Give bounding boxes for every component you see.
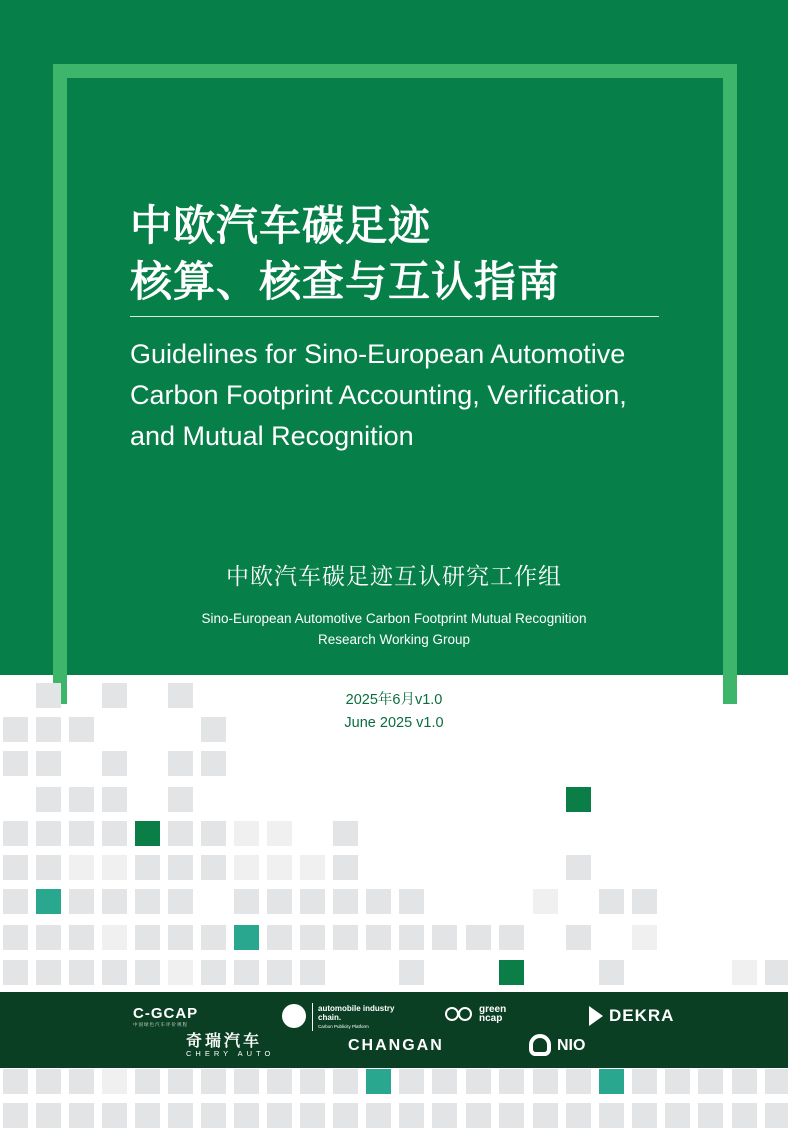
title-english-line-2: Carbon Footprint Accounting, Verification, <box>130 380 627 410</box>
grid-tile <box>36 960 61 985</box>
grid-tile <box>36 855 61 880</box>
grid-tile <box>36 1069 61 1094</box>
grid-tile <box>69 787 94 812</box>
grid-tile <box>201 1103 226 1128</box>
grid-tile <box>599 1069 624 1094</box>
grid-tile <box>201 925 226 950</box>
grid-tile <box>234 1103 259 1128</box>
grid-tile <box>3 960 28 985</box>
grid-tile <box>267 960 292 985</box>
grid-tile <box>499 960 524 985</box>
working-group-english <box>0 608 788 650</box>
grid-tile <box>69 1069 94 1094</box>
grid-tile <box>102 751 127 776</box>
grid-tile <box>69 889 94 914</box>
version-chinese: 2025年6月v1.0 <box>345 692 443 708</box>
grid-tile <box>300 925 325 950</box>
grid-tile <box>698 1103 723 1128</box>
cgcap-logo <box>133 1006 213 1028</box>
green-ncap-logo <box>445 1003 525 1031</box>
working-group-english-line-1: Sino-European Automotive Carbon Footprint Mutual Recognition <box>201 611 587 626</box>
grid-tile <box>69 855 94 880</box>
dekra-logo-name: DEKRA <box>609 1006 675 1025</box>
title-chinese <box>130 198 690 310</box>
grid-tile <box>632 889 657 914</box>
nio-logo <box>529 1034 609 1058</box>
grid-tile <box>765 1069 788 1094</box>
grid-tile <box>234 855 259 880</box>
grid-tile <box>3 925 28 950</box>
grid-tile <box>599 889 624 914</box>
grid-tile <box>135 925 160 950</box>
green-ncap-ring-icon <box>445 1007 459 1021</box>
grid-tile <box>234 821 259 846</box>
grid-tile <box>399 1069 424 1094</box>
grid-tile <box>36 751 61 776</box>
grid-tile <box>333 925 358 950</box>
title-divider <box>130 316 659 317</box>
grid-tile <box>69 1103 94 1128</box>
grid-tile <box>366 1103 391 1128</box>
grid-tile <box>599 1103 624 1128</box>
grid-tile <box>168 1069 193 1094</box>
grid-tile <box>201 960 226 985</box>
aic-logo-sub: Carbon Publicity Platform <box>318 1024 369 1029</box>
grid-tile <box>566 1069 591 1094</box>
grid-tile <box>566 787 591 812</box>
grid-tile <box>102 925 127 950</box>
grid-tile <box>333 821 358 846</box>
grid-tile <box>168 855 193 880</box>
grid-tile <box>135 960 160 985</box>
cgcap-logo-sub: 中国绿色汽车评价规程 <box>133 1022 188 1027</box>
grid-tile <box>632 1103 657 1128</box>
nio-logo-name: NIO <box>557 1037 586 1054</box>
grid-tile <box>3 889 28 914</box>
dekra-triangle-icon <box>589 1006 603 1026</box>
grid-tile <box>533 889 558 914</box>
grid-tile <box>267 855 292 880</box>
version-info <box>0 689 788 735</box>
grid-tile <box>300 1069 325 1094</box>
grid-tile <box>234 925 259 950</box>
grid-tile <box>665 1103 690 1128</box>
grid-tile <box>300 889 325 914</box>
working-group-english-line-2: Research Working Group <box>317 632 471 647</box>
grid-tile <box>499 1069 524 1094</box>
grid-tile <box>102 855 127 880</box>
grid-tile <box>69 925 94 950</box>
grid-tile <box>102 821 127 846</box>
grid-tile <box>102 1103 127 1128</box>
grid-tile <box>432 1069 457 1094</box>
version-english: June 2025 v1.0 <box>344 715 444 731</box>
grid-tile <box>333 1103 358 1128</box>
grid-tile <box>3 1069 28 1094</box>
cgcap-logo-name: C-GCAP <box>133 1005 199 1022</box>
grid-tile <box>499 925 524 950</box>
grid-tile <box>533 1103 558 1128</box>
grid-tile <box>533 1069 558 1094</box>
working-group-chinese: 中欧汽车碳足迹互认研究工作组 <box>226 564 562 590</box>
title-chinese-line-2: 核算、核查与互认指南 <box>130 257 561 306</box>
grid-tile <box>102 787 127 812</box>
automobile-industry-chain-logo <box>282 1003 402 1033</box>
grid-tile <box>632 925 657 950</box>
grid-tile <box>201 751 226 776</box>
grid-tile <box>234 960 259 985</box>
grid-tile <box>366 889 391 914</box>
grid-tile <box>135 889 160 914</box>
grid-tile <box>168 889 193 914</box>
grid-tile <box>732 1103 757 1128</box>
grid-tile <box>765 960 788 985</box>
title-english-line-3: and Mutual Recognition <box>130 421 414 451</box>
grid-tile <box>599 960 624 985</box>
grid-tile <box>201 855 226 880</box>
grid-tile <box>3 855 28 880</box>
grid-tile <box>732 1069 757 1094</box>
aic-logo-name: automobile industry chain. <box>318 1004 395 1022</box>
chery-logo-cn: 奇瑞汽车 <box>186 1033 263 1050</box>
grid-tile <box>168 925 193 950</box>
grid-tile <box>69 960 94 985</box>
grid-tile <box>267 1103 292 1128</box>
grid-tile <box>466 1103 491 1128</box>
grid-tile <box>466 1069 491 1094</box>
grid-tile <box>3 821 28 846</box>
grid-tile <box>267 889 292 914</box>
grid-tile <box>69 821 94 846</box>
grid-tile <box>300 1103 325 1128</box>
grid-tile <box>399 960 424 985</box>
grid-tile <box>665 1069 690 1094</box>
grid-tile <box>36 889 61 914</box>
grid-tile <box>466 925 491 950</box>
grid-tile <box>765 1103 788 1128</box>
grid-tile <box>499 1103 524 1128</box>
grid-tile <box>333 1069 358 1094</box>
grid-tile <box>698 1069 723 1094</box>
grid-tile <box>36 925 61 950</box>
grid-tile <box>566 1103 591 1128</box>
grid-tile <box>333 855 358 880</box>
grid-tile <box>234 1069 259 1094</box>
grid-tile <box>36 821 61 846</box>
grid-tile <box>135 1103 160 1128</box>
grid-tile <box>267 1069 292 1094</box>
grid-tile <box>135 821 160 846</box>
grid-tile <box>399 889 424 914</box>
grid-tile <box>333 889 358 914</box>
grid-tile <box>102 889 127 914</box>
grid-tile <box>102 1069 127 1094</box>
grid-tile <box>399 1103 424 1128</box>
grid-tile <box>566 925 591 950</box>
grid-tile <box>168 960 193 985</box>
aic-circle-icon <box>282 1004 306 1028</box>
grid-tile <box>168 787 193 812</box>
aic-divider <box>312 1003 313 1031</box>
grid-tile <box>732 960 757 985</box>
grid-tile <box>102 960 127 985</box>
grid-tile <box>632 1069 657 1094</box>
grid-tile <box>36 787 61 812</box>
grid-tile <box>399 925 424 950</box>
dekra-logo <box>589 1006 679 1026</box>
changan-logo: CHANGAN <box>348 1037 444 1054</box>
grid-tile <box>3 751 28 776</box>
grid-tile <box>168 1103 193 1128</box>
grid-tile <box>267 821 292 846</box>
grid-tile <box>3 1103 28 1128</box>
title-english-line-1: Guidelines for Sino-European Automotive <box>130 339 626 369</box>
grid-tile <box>366 925 391 950</box>
grid-tile <box>201 1069 226 1094</box>
grid-tile <box>432 925 457 950</box>
chery-logo-en: CHERY AUTO <box>186 1049 275 1058</box>
title-chinese-line-1: 中欧汽车碳足迹 <box>130 201 432 250</box>
grid-tile <box>135 1069 160 1094</box>
grid-tile <box>300 960 325 985</box>
chery-logo <box>186 1034 286 1058</box>
grid-tile <box>36 1103 61 1128</box>
nio-mark-icon <box>529 1034 551 1056</box>
grid-tile <box>201 821 226 846</box>
grid-tile <box>432 1103 457 1128</box>
green-ncap-ring-icon <box>458 1007 472 1021</box>
green-ncap-logo-name: green ncap <box>479 1004 507 1024</box>
grid-tile <box>168 821 193 846</box>
grid-tile <box>566 855 591 880</box>
grid-tile <box>234 889 259 914</box>
grid-tile <box>300 855 325 880</box>
grid-tile <box>267 925 292 950</box>
title-english <box>130 334 690 457</box>
grid-tile <box>366 1069 391 1094</box>
grid-tile <box>135 855 160 880</box>
grid-tile <box>168 751 193 776</box>
